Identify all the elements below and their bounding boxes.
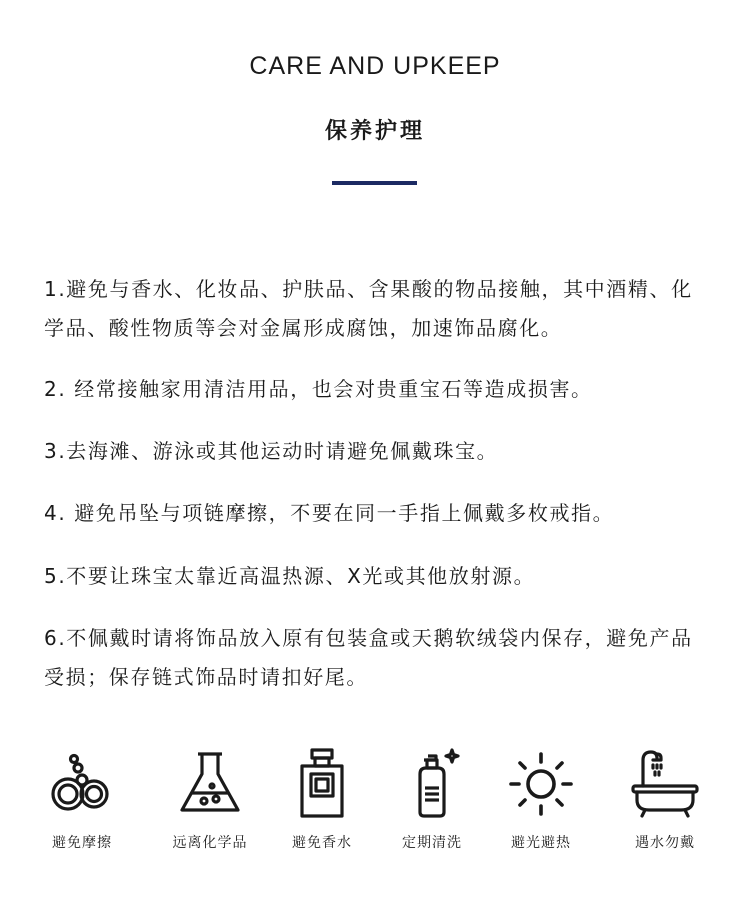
jewelry-rings-icon [46,748,118,820]
title-divider [332,181,417,185]
icon-label: 避免香水 [292,835,352,851]
icon-label: 定期清洗 [402,835,462,851]
flask-icon [174,748,246,820]
sun-icon [505,748,577,820]
care-item: 4. 避免吊坠与项链摩擦，不要在同一手指上佩戴多枚戒指。 [44,501,615,525]
care-icon-item [155,748,265,852]
care-icon-row [0,748,750,868]
icon-label: 遇水勿戴 [635,835,695,851]
care-item: 1.避免与香水、化妆品、护肤品、含果酸的物品接触，其中酒精、化学品、酸性物质等会对金属形成腐蚀，加速饰品腐化。 [44,277,693,340]
care-icon-item [610,748,720,852]
icon-label: 避光避热 [511,835,571,851]
perfume-bottle-icon [286,748,358,820]
page-title-english: CARE AND UPKEEP [249,52,501,80]
care-item: 3.去海滩、游泳或其他运动时请避免佩戴珠宝。 [44,439,499,463]
icon-label: 避免摩擦 [52,835,112,851]
care-icon-item [377,748,487,852]
care-icon-item [27,748,137,852]
care-icon-item [486,748,596,852]
icon-label: 远离化学品 [172,835,248,851]
care-item: 2. 经常接触家用清洁用品，也会对贵重宝石等造成损害。 [44,377,593,401]
page-title-chinese: 保养护理 [324,119,425,144]
care-item: 5.不要让珠宝太靠近高温热源、X光或其他放射源。 [44,564,536,588]
bathtub-icon [629,748,701,820]
care-item: 6.不佩戴时请将饰品放入原有包装盒或天鹅软绒袋内保存，避免产品受损；保存链式饰品时请扣好尾。 [44,626,693,689]
care-icon-item [267,748,377,852]
lotion-pump-icon [396,748,468,820]
